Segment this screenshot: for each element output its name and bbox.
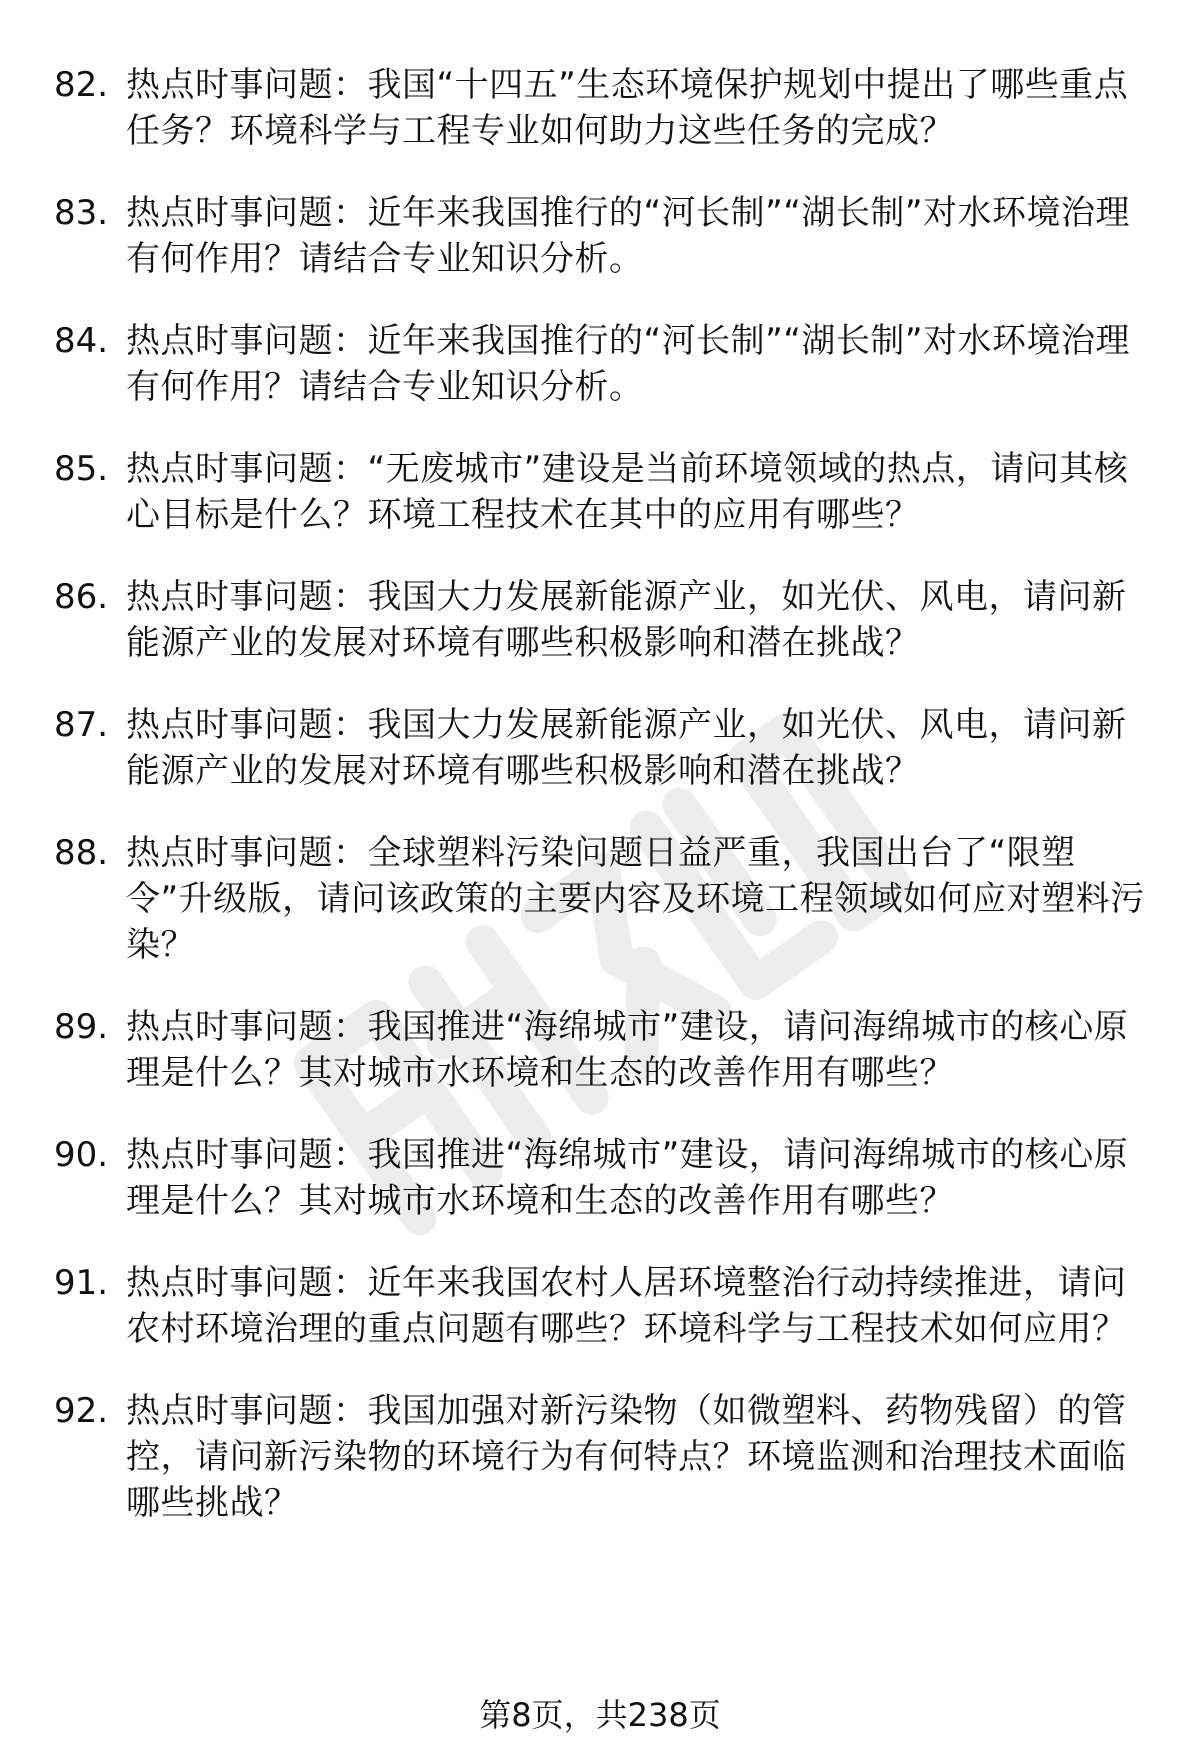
question-number: 86.: [54, 577, 109, 617]
question-text: 热点时事问题：“无废城市”建设是当前环境领域的热点，请问其核心目标是什么？环境工程技术在其中的应用有哪些？: [126, 449, 1129, 535]
question-item: [54, 830, 1146, 968]
question-number: 84.: [54, 321, 109, 361]
question-item: [54, 62, 1146, 154]
question-number: 85.: [54, 449, 109, 489]
question-text: 热点时事问题：近年来我国推行的“河长制”“湖长制”对水环境治理有何作用？请结合专业知识分析。: [126, 193, 1130, 279]
question-text: 热点时事问题：我国推进“海绵城市”建设，请问海绵城市的核心原理是什么？其对城市水环境和生态的改善作用有哪些？: [126, 1007, 1129, 1093]
question-number: 87.: [54, 705, 109, 745]
question-text: 热点时事问题：我国推进“海绵城市”建设，请问海绵城市的核心原理是什么？其对城市水环境和生态的改善作用有哪些？: [126, 1135, 1129, 1221]
page-footer: [0, 1695, 1200, 1735]
question-number: 88.: [54, 833, 109, 873]
question-text: 热点时事问题：近年来我国推行的“河长制”“湖长制”对水环境治理有何作用？请结合专业知识分析。: [126, 321, 1130, 407]
question-number: 92.: [54, 1391, 109, 1431]
question-number: 83.: [54, 193, 109, 233]
question-item: [54, 574, 1146, 666]
question-text: 热点时事问题：我国“十四五”生态环境保护规划中提出了哪些重点任务？环境科学与工程专业如何助力这些任务的完成？: [126, 65, 1129, 151]
question-text: 热点时事问题：我国加强对新污染物（如微塑料、药物残留）的管控，请问新污染物的环境行为有何特点？环境监测和治理技术面临哪些挑战？: [126, 1391, 1127, 1523]
question-text: 热点时事问题：全球塑料污染问题日益严重，我国出台了“限塑令”升级版，请问该政策的主要内容及环境工程领域如何应对塑料污染？: [126, 833, 1145, 965]
question-item: [54, 1132, 1146, 1224]
question-item: [54, 446, 1146, 538]
question-number: 89.: [54, 1007, 109, 1047]
question-list: [54, 62, 1146, 1562]
question-number: 90.: [54, 1135, 109, 1175]
question-item: [54, 318, 1146, 410]
question-number: 82.: [54, 65, 109, 105]
question-text: 热点时事问题：近年来我国农村人居环境整治行动持续推进，请问农村环境治理的重点问题有哪些？环境科学与工程技术如何应用？: [126, 1263, 1127, 1349]
question-item: [54, 1260, 1146, 1352]
question-number: 91.: [54, 1263, 109, 1303]
question-item: [54, 702, 1146, 794]
question-text: 热点时事问题：我国大力发展新能源产业，如光伏、风电，请问新能源产业的发展对环境有哪些积极影响和潜在挑战？: [126, 705, 1127, 791]
question-text: 热点时事问题：我国大力发展新能源产业，如光伏、风电，请问新能源产业的发展对环境有哪些积极影响和潜在挑战？: [126, 577, 1127, 663]
question-item: [54, 190, 1146, 282]
page-number-label: 第8页，共238页: [479, 1696, 721, 1734]
question-item: [54, 1004, 1146, 1096]
question-item: [54, 1388, 1146, 1526]
